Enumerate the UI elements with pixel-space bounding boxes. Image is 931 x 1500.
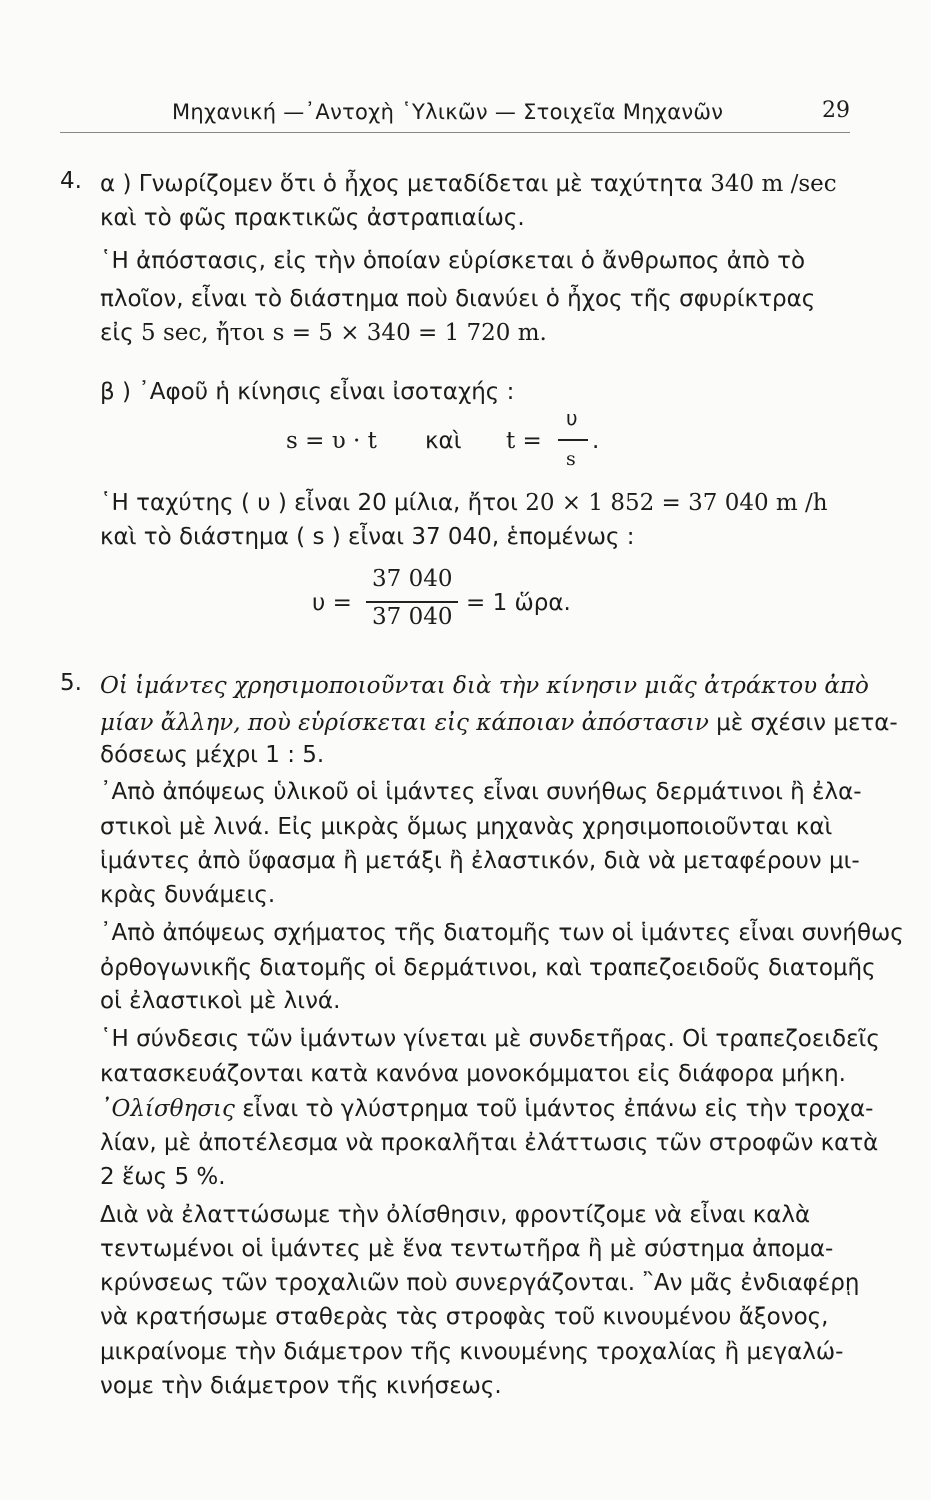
- s5-line-2-rest: μὲ σχέσιν μετα-: [716, 710, 898, 736]
- s5-line-13: [100, 1094, 880, 1124]
- s4-a-line-3: ῾Η ἀπόστασις, εἰς τὴν ὁποίαν εὑρίσκεται ὁ ἄνθρωπος ἀπὸ τὸ: [100, 248, 806, 274]
- s5-line-2-italic: μίαν ἄλλην, ποὺ εὑρίσκεται εἰς κάποιαν ἀπόστασιν: [100, 710, 709, 736]
- term-slip: ᾿Ολίσθησις: [100, 1096, 235, 1122]
- s4-a-text-5: εἰς: [100, 320, 134, 346]
- s4-b-line-2: [100, 488, 880, 518]
- s4-b-line-3: καὶ τὸ διάστημα ( s ) εἶναι 37 040, ἑπομένως :: [100, 524, 635, 550]
- formula-s-equals-vt: s = υ · t: [286, 428, 377, 454]
- s4-b-text-2: ῾Η ταχύτης ( υ ) εἶναι 20 μίλια, ἤτοι: [100, 490, 518, 516]
- s5-line-21: νομε τὴν διάμετρον τῆς κινήσεως.: [100, 1373, 502, 1399]
- s4-a-line-5: [100, 318, 880, 348]
- formula-t-equals: t =: [506, 428, 542, 454]
- header-title: Μηχανική —᾿Αντοχὴ ῾Υλικῶν — Στοιχεῖα Μηχανῶν: [172, 100, 724, 124]
- formula-2-left: υ =: [312, 590, 352, 616]
- fraction-2-bar: [366, 601, 458, 603]
- item-a-label: α ): [100, 171, 132, 197]
- s4-a-text-1: Γνωρίζομεν ὅτι ὁ ἦχος μεταδίδεται μὲ ταχύτητα: [138, 171, 703, 197]
- fraction-2-denominator: 37 040: [372, 604, 453, 630]
- fraction-1-denominator: s: [566, 448, 576, 470]
- s5-line-3: δόσεως μέχρι 1 : 5.: [100, 742, 325, 768]
- page-number: 29: [822, 98, 850, 123]
- s5-line-20: μικραίνομε τὴν διάμετρον τῆς κινουμένης τροχαλίας ἢ μεγαλώ-: [100, 1339, 844, 1365]
- s5-line-11: ῾Η σύνδεσις τῶν ἱμάντων γίνεται μὲ συνδετῆρας. Οἱ τραπεζοειδεῖς: [100, 1026, 880, 1052]
- s5-line-13-rest: εἶναι τὸ γλύστρημα τοῦ ἱμάντος ἐπάνω εἰς τὴν τροχα-: [242, 1096, 874, 1122]
- s4-a-line-1: [100, 169, 880, 199]
- s5-line-6: ἱμάντες ἀπὸ ὕφασμα ἢ μετάξι ἢ ἐλαστικόν, διὰ νὰ μεταφέρουν μι-: [100, 848, 860, 874]
- s5-line-16: Διὰ νὰ ἐλαττώσωμε τὴν ὀλίσθησιν, φροντίζομε νὰ εἶναι καλὰ: [100, 1202, 811, 1228]
- fraction-2-numerator: 37 040: [372, 566, 453, 592]
- fraction-1-numerator: υ: [566, 406, 578, 430]
- s5-line-19: νὰ κρατήσωμε σταθερὰς τὰς στροφὰς τοῦ κινουμένου ἄξονος,: [100, 1304, 829, 1330]
- section-4-number: 4.: [60, 168, 82, 194]
- s5-line-7: κρὰς δυνάμεις.: [100, 882, 276, 908]
- fraction-1-bar: [558, 439, 588, 441]
- s5-line-18: κρύνσεως τῶν τροχαλιῶν ποὺ συνεργάζονται. ῍Αν μᾶς ἐνδιαφέρῃ: [100, 1270, 860, 1296]
- s5-line-17: τεντωμένοι οἱ ἱμάντες μὲ ἕνα τεντωτῆρα ἢ μὲ σύστημα ἀπομα-: [100, 1236, 834, 1262]
- s5-line-15: 2 ἕως 5 %.: [100, 1164, 226, 1190]
- s5-line-12: κατασκευάζονται κατὰ κανόνα μονοκόμματοι εἰς διάφορα μήκη.: [100, 1061, 846, 1087]
- formula-and: καὶ: [425, 428, 462, 454]
- s4-a-line-2: καὶ τὸ φῶς πρακτικῶς ἀστραπιαίως.: [100, 205, 525, 231]
- s5-line-2: [100, 708, 898, 738]
- s5-line-5: στικοὶ μὲ λινά. Εἰς μικρὰς ὅμως μηχανὰς χρησιμοποιοῦνται καὶ: [100, 814, 833, 840]
- ship-speed-calculation: 20 × 1 852 = 37 040 m /h: [525, 490, 828, 516]
- distance-calculation: 5 sec, ἤτοι s = 5 × 340 = 1 720 m.: [141, 320, 547, 346]
- formula-1-period: .: [592, 428, 600, 454]
- s4-a-line-4: πλοῖον, εἶναι τὸ διάστημα ποὺ διανύει ὁ ἦχος τῆς σφυρίκτρας: [100, 286, 816, 312]
- s5-line-14: λίαν, μὲ ἀποτέλεσμα νὰ προκαλῆται ἐλάττωσις τῶν στροφῶν κατὰ: [100, 1130, 879, 1156]
- s5-line-10: οἱ ἐλαστικοὶ μὲ λινά.: [100, 988, 341, 1014]
- s5-line-4: ᾿Απὸ ἀπόψεως ὑλικοῦ οἱ ἱμάντες εἶναι συνήθως δερμάτινοι ἢ ἐλα-: [100, 779, 862, 805]
- running-header: [60, 92, 850, 133]
- s5-line-1: Οἱ ἱμάντες χρησιμοποιοῦνται διὰ τὴν κίνησιν μιᾶς ἀτράκτου ἀπὸ: [100, 673, 869, 699]
- speed-of-sound: 340 m /sec: [710, 171, 837, 197]
- s4-b-line-1: β ) ᾿Αφοῦ ἡ κίνησις εἶναι ἰσοταχής :: [100, 379, 515, 405]
- s5-line-9: ὀρθογωνικῆς διατομῆς οἱ δερμάτινοι, καὶ τραπεζοειδοῦς διατομῆς: [100, 955, 876, 981]
- section-5-number: 5.: [60, 670, 82, 696]
- s5-line-8: ᾿Απὸ ἀπόψεως σχήματος τῆς διατομῆς των οἱ ἱμάντες εἶναι συνήθως: [100, 920, 904, 946]
- formula-2-result: = 1 ὥρα.: [466, 590, 571, 616]
